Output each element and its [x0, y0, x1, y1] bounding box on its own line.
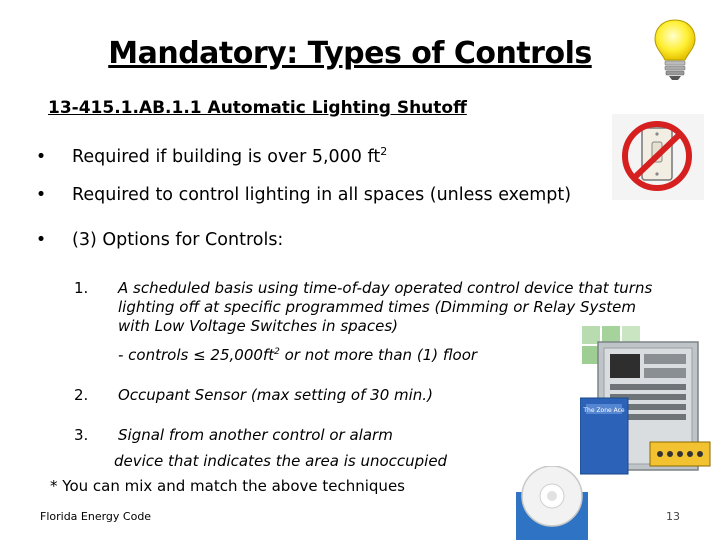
footer-title: Florida Energy Code — [40, 510, 152, 523]
lightbulb-icon — [652, 18, 698, 82]
bullet-building-size: • Required if building is over 5,000 $ft^2$ — [30, 145, 387, 167]
bullet-marker: • — [35, 146, 47, 167]
bullet-marker: • — [35, 230, 47, 250]
panel-brand-label: The Zone Ace — [583, 407, 625, 414]
bullet-marker: • — [35, 185, 47, 205]
bullet-options: • (3) Options for Controls: — [30, 230, 283, 250]
no-manual-switch-icon — [612, 114, 704, 200]
option-1-note: - controls ≤ $25,000ft^2$ or not more than (1) floor — [118, 346, 478, 364]
bullet-all-spaces: • Required to control lighting in all spaces (unless exempt) — [30, 185, 571, 205]
option-3-continuation: device that indicates the area is unoccupied — [114, 452, 448, 470]
page-number: 13 — [666, 510, 680, 523]
slide-title: Mandatory: Types of Controls — [108, 36, 592, 71]
footnote: * You can mix and match the above techniques — [50, 477, 405, 495]
occupancy-sensor-image — [512, 466, 592, 540]
section-heading: 13-415.1.AB.1.1 Automatic Lighting Shutoff — [48, 98, 467, 118]
lighting-control-panel-image — [580, 338, 712, 478]
